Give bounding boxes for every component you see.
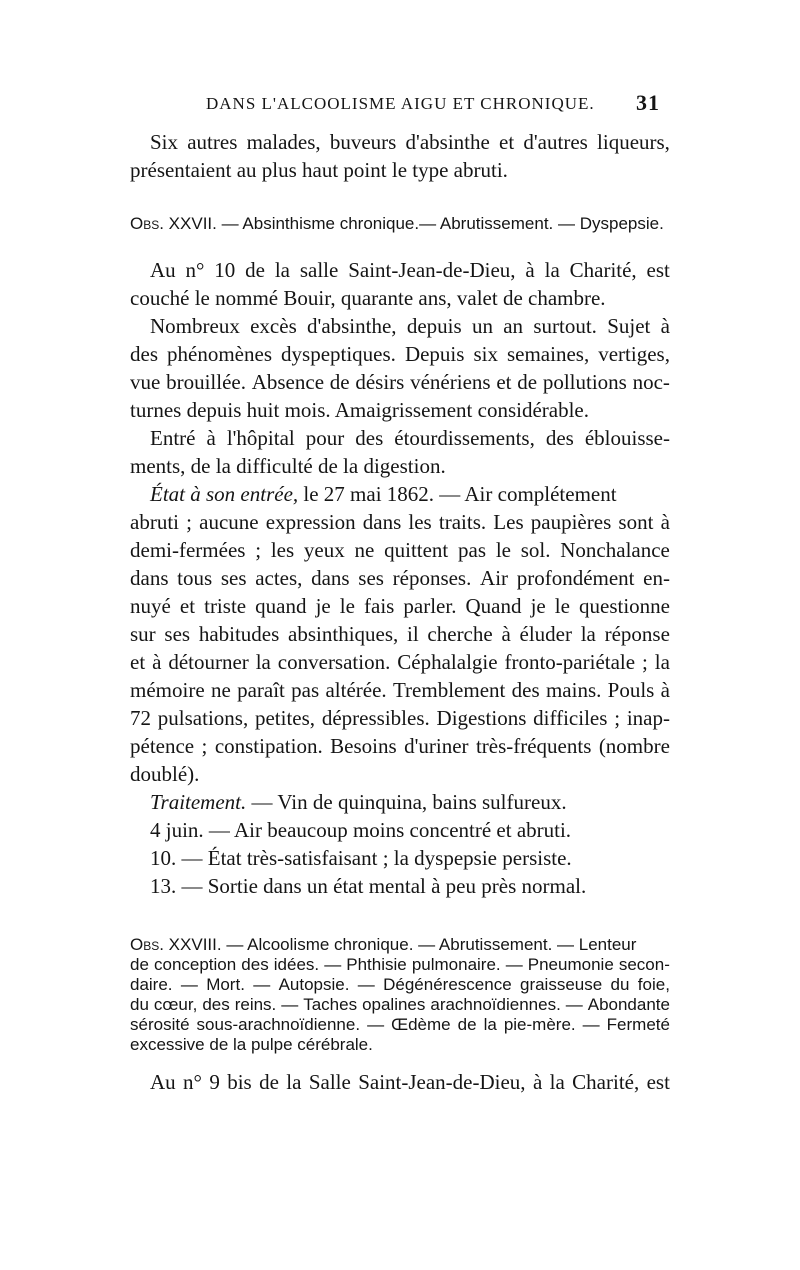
text-line: daire. — Mort. — Autopsie. — Dégénérescence graisseuse du foie, bbox=[130, 975, 670, 994]
case-history bbox=[130, 256, 670, 900]
observation-title: — Alcoolisme chronique. — Abrutissement. — Lenteur bbox=[226, 935, 637, 954]
text-line: demi-fermées ; les yeux ne quittent pas le sol. Nonchalance bbox=[130, 538, 670, 562]
text-line: dans tous ses actes, dans ses réponses. Air profondément en- bbox=[130, 566, 670, 590]
text-line: excessive de la pulpe cérébrale. bbox=[130, 1035, 373, 1054]
text-line: abruti ; aucune expression dans les traits. Les paupières sont à bbox=[130, 510, 670, 534]
text-line: Nombreux excès d'absinthe, depuis un an surtout. Sujet à bbox=[150, 314, 670, 338]
followup-line: 10. — État très-satisfaisant ; la dyspepsie persiste. bbox=[150, 846, 572, 870]
observation-label: Obs. XXVII. bbox=[130, 214, 217, 233]
text-line: Au n° 10 de la salle Saint-Jean-de-Dieu, à la Charité, est bbox=[150, 258, 670, 282]
text-line: turnes depuis huit mois. Amaigrissement considérable. bbox=[130, 398, 590, 422]
text-line: Au n° 9 bis de la Salle Saint-Jean-de-Dieu, à la Charité, est bbox=[150, 1070, 670, 1094]
text-line: des phénomènes dyspeptiques. Depuis six semaines, vertiges, bbox=[130, 342, 670, 366]
text-line: 72 pulsations, petites, dépressibles. Digestions difficiles ; inap- bbox=[130, 706, 670, 730]
text-line: doublé). bbox=[130, 762, 200, 786]
observation-label: Obs. XXVIII. bbox=[130, 935, 222, 954]
text-line: vue brouillée. Absence de désirs vénériens et de pollutions noc- bbox=[130, 370, 670, 394]
text-line: nuyé et triste quand je le fais parler. Quand je le questionne bbox=[130, 594, 670, 618]
text-line: et à détourner la conversation. Céphalalgie fronto-pariétale ; la bbox=[130, 650, 670, 674]
text-line: mémoire ne paraît pas altérée. Tremblement des mains. Pouls à bbox=[130, 678, 670, 702]
text-line: Entré à l'hôpital pour des étourdissements, des éblouisse- bbox=[150, 426, 670, 450]
observation-28-heading bbox=[130, 935, 670, 1055]
etat-lead-line bbox=[130, 480, 670, 508]
running-title: DANS L'ALCOOLISME AIGU ET CHRONIQUE. bbox=[206, 94, 595, 113]
etat-italic: État à son entrée, bbox=[150, 482, 299, 506]
text-line: couché le nommé Bouir, quarante ans, valet de chambre. bbox=[130, 286, 606, 310]
text-line: présentaient au plus haut point le type abruti. bbox=[130, 158, 508, 182]
closing-paragraph bbox=[130, 1068, 670, 1096]
text-line: pétence ; constipation. Besoins d'uriner très-fréquents (nombre bbox=[130, 734, 670, 758]
observation-title: — Absinthisme chronique.— Abrutissement. — Dyspepsie. bbox=[221, 214, 664, 233]
page-number: 31 bbox=[636, 90, 660, 115]
text-line: Six autres malades, buveurs d'absinthe et d'autres liqueurs, bbox=[150, 130, 670, 154]
observation-27-heading bbox=[130, 214, 670, 234]
etat-rest: le 27 mai 1862. — Air complétement bbox=[298, 482, 617, 506]
text-line: ments, de la difficulté de la digestion. bbox=[130, 454, 446, 478]
followup-line: 13. — Sortie dans un état mental à peu près normal. bbox=[150, 874, 587, 898]
text-line: sérosité sous-arachnoïdienne. — Œdème de la pie-mère. — Fermeté bbox=[130, 1015, 670, 1034]
followup-line: 4 juin. — Air beaucoup moins concentré et abruti. bbox=[150, 818, 572, 842]
text-line: de conception des idées. — Phthisie pulmonaire. — Pneumonie secon- bbox=[130, 955, 670, 974]
traitement-line bbox=[130, 788, 670, 816]
page-header bbox=[130, 90, 660, 120]
intro-paragraph bbox=[130, 128, 670, 184]
traitement-rest: — Vin de quinquina, bains sulfureux. bbox=[246, 790, 567, 814]
traitement-italic: Traitement. bbox=[150, 790, 247, 814]
text-line: sur ses habitudes absinthiques, il cherche à éluder la réponse bbox=[130, 622, 670, 646]
text-line: du cœur, des reins. — Taches opalines arachnoïdiennes. — Abondante bbox=[130, 995, 670, 1014]
